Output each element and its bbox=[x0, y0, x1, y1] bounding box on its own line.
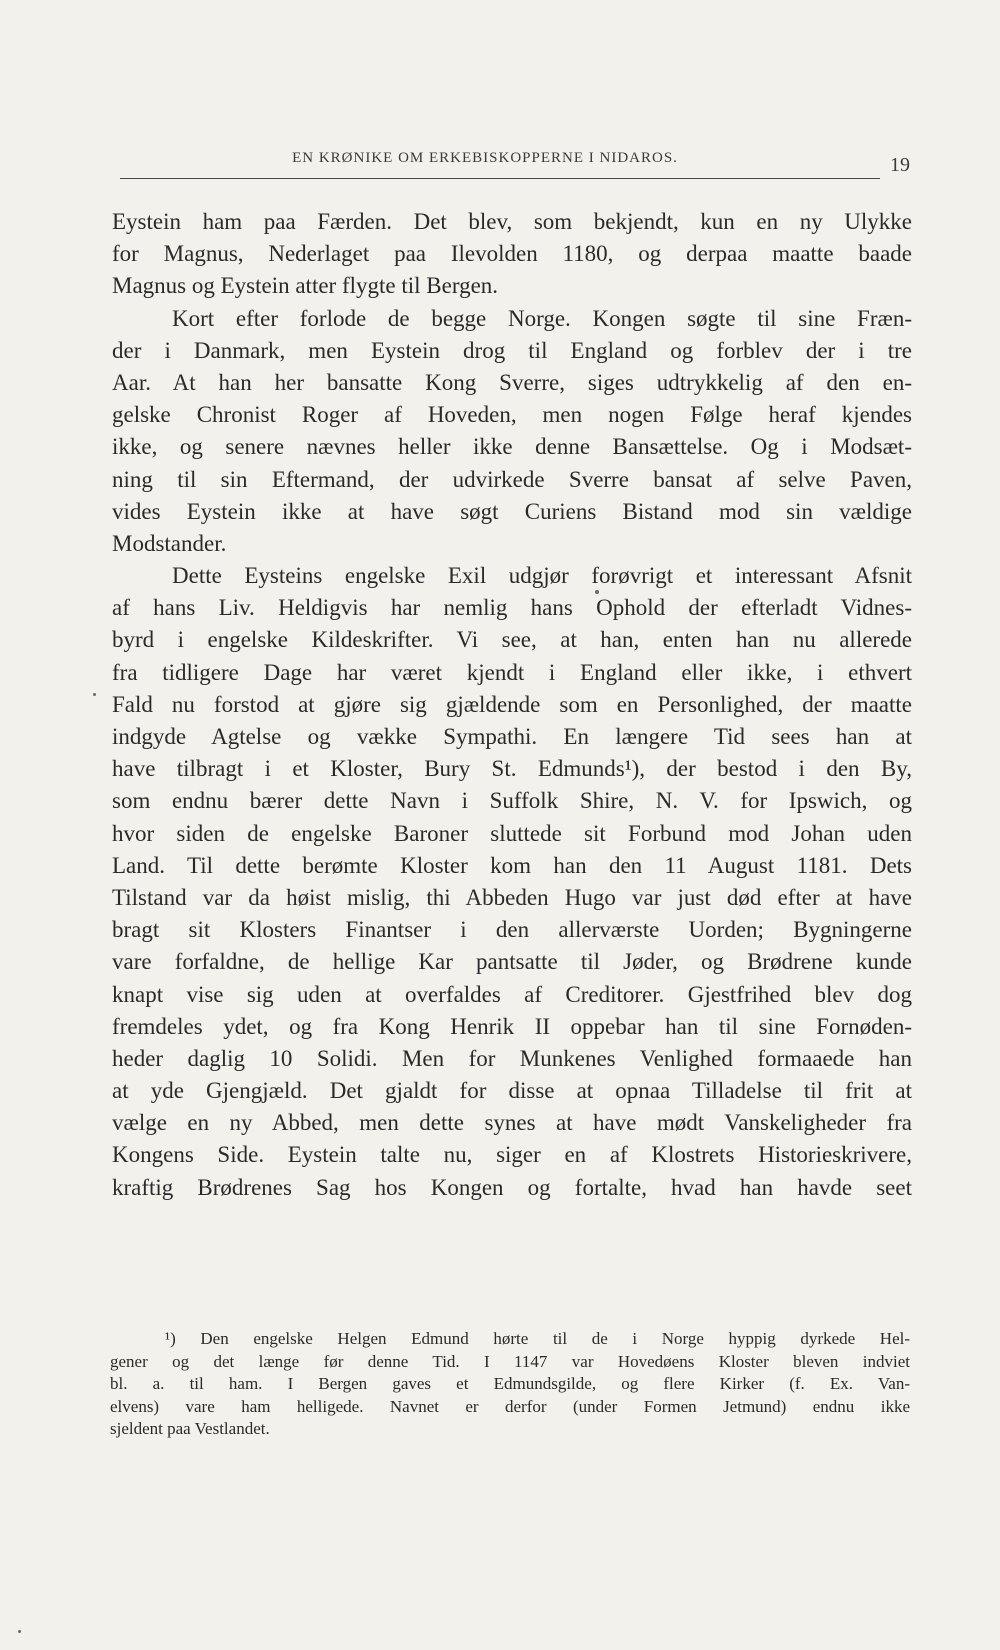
text-line: vælge en ny Abbed, men dette synes at have mødt Vanskeligheder fra bbox=[112, 1110, 912, 1136]
text-line: Dette Eysteins engelske Exil udgjør forøvrigt et interessant Afsnit bbox=[172, 563, 912, 589]
text-line: Aar. At han her bansatte Kong Sverre, siges udtrykkelig af den en- bbox=[112, 369, 912, 395]
text-line: Land. Til dette berømte Kloster kom han den 11 August 1181. Dets bbox=[112, 852, 912, 878]
text-line: fremdeles ydet, og fra Kong Henrik II oppebar han til sine Fornøden- bbox=[112, 1013, 912, 1039]
text-line: bragt sit Klosters Finantser i den allerværste Uorden; Bygningerne bbox=[112, 917, 912, 943]
text-line: som endnu bærer dette Navn i Suffolk Shire, N. V. for Ipswich, og bbox=[112, 788, 912, 814]
text-line: Magnus og Eystein atter flygte til Bergen. bbox=[112, 273, 499, 299]
header-rule bbox=[120, 178, 880, 179]
text-line: ning til sin Eftermand, der udvirkede Sverre bansat af selve Paven, bbox=[112, 466, 912, 492]
text-line: for Magnus, Nederlaget paa Ilevolden 1180, og derpaa maatte baade bbox=[112, 241, 912, 267]
text-line: knapt vise sig uden at overfaldes af Creditorer. Gjestfrihed blev dog bbox=[112, 981, 912, 1007]
text-line: af hans Liv. Heldigvis har nemlig hans Ophold der efterladt Vidnes- bbox=[112, 595, 912, 621]
text-line: heder daglig 10 Solidi. Men for Munkenes Venlighed formaaede han bbox=[112, 1045, 912, 1071]
text-line: vare forfaldne, de hellige Kar pantsatte til Jøder, og Brødrene kunde bbox=[112, 949, 912, 975]
text-line: ikke, og senere nævnes heller ikke denne Bansættelse. Og i Modsæt- bbox=[112, 434, 912, 460]
footnote-line: sjeldent paa Vestlandet. bbox=[110, 1419, 270, 1438]
body-text bbox=[112, 206, 912, 1204]
page-number: 19 bbox=[890, 154, 910, 176]
text-line: gelske Chronist Roger af Hoveden, men nogen Følge heraf kjendes bbox=[112, 402, 912, 428]
text-line: vides Eystein ikke at have søgt Curiens Bistand mod sin vældige bbox=[112, 498, 912, 524]
footnotes bbox=[110, 1328, 910, 1441]
text-line: Kort efter forlode de begge Norge. Kongen søgte til sine Fræn- bbox=[172, 305, 912, 331]
running-head: EN KRØNIKE OM ERKEBISKOPPERNE I NIDAROS. bbox=[292, 150, 678, 166]
text-line: fra tidligere Dage har været kjendt i England eller ikke, i ethvert bbox=[112, 659, 912, 685]
page-header bbox=[120, 140, 910, 180]
text-line: Modstander. bbox=[112, 530, 227, 556]
footnote-line: gener og det længe før denne Tid. I 1147 var Hovedøens Kloster bleven indviet bbox=[110, 1351, 910, 1371]
text-line: Eystein ham paa Færden. Det blev, som bekjendt, kun en ny Ulykke bbox=[112, 209, 912, 234]
paper-speck bbox=[595, 590, 599, 594]
text-line: byrd i engelske Kildeskrifter. Vi see, at han, enten han nu allerede bbox=[112, 627, 912, 653]
paper-speck bbox=[93, 693, 96, 696]
text-line: hvor siden de engelske Baroner sluttede sit Forbund mod Johan uden bbox=[112, 820, 912, 846]
text-line: have tilbragt i et Kloster, Bury St. Edmunds¹), der bestod i den By, bbox=[112, 756, 912, 782]
text-line: Fald nu forstod at gjøre sig gjældende som en Personlighed, der maatte bbox=[112, 691, 912, 717]
footnote-line: elvens) vare ham helligede. Navnet er derfor (under Formen Jetmund) endnu ikke bbox=[110, 1396, 910, 1416]
text-line: der i Danmark, men Eystein drog til England og forblev der i tre bbox=[112, 337, 912, 363]
paper-speck bbox=[18, 1630, 21, 1633]
text-line: Tilstand var da høist mislig, thi Abbeden Hugo var just død efter at have bbox=[112, 884, 912, 910]
footnote-line: ¹) Den engelske Helgen Edmund hørte til de i Norge hyppig dyrkede Hel- bbox=[165, 1329, 910, 1348]
footnote-line: bl. a. til ham. I Bergen gaves et Edmundsgilde, og flere Kirker (f. Ex. Van- bbox=[110, 1374, 910, 1393]
text-line: Kongens Side. Eystein talte nu, siger en af Klostrets Historieskrivere, bbox=[112, 1142, 912, 1168]
text-line: indgyde Agtelse og vække Sympathi. En længere Tid sees han at bbox=[112, 724, 912, 749]
text-line: kraftig Brødrenes Sag hos Kongen og fortalte, hvad han havde seet bbox=[112, 1174, 912, 1200]
text-line: at yde Gjengjæld. Det gjaldt for disse at opnaa Tilladelse til frit at bbox=[112, 1078, 912, 1104]
